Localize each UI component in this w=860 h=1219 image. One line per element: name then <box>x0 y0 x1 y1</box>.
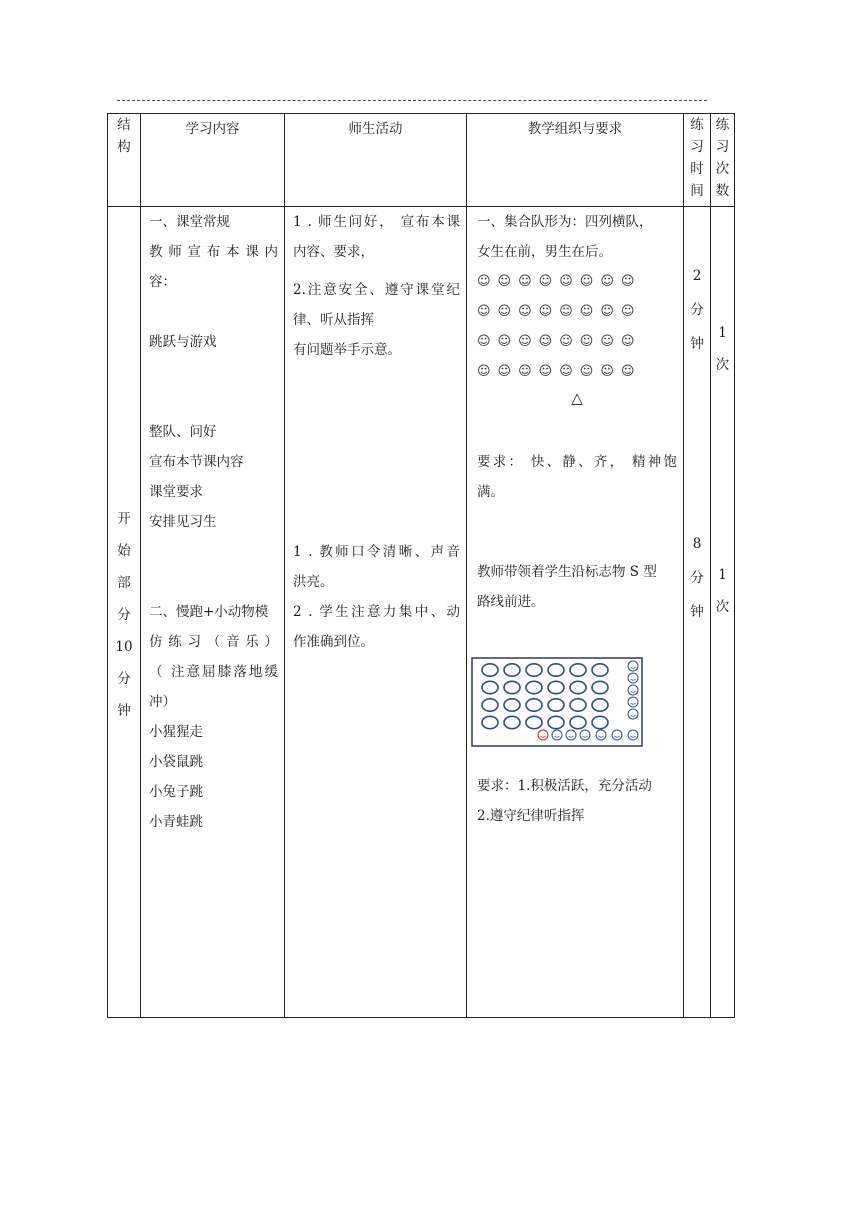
activity-b1-line1: 1 . 教师口令清晰、声音 <box>293 544 460 560</box>
activity-b2-line2: 作准确到位。 <box>293 634 374 650</box>
list-item: 小袋鼠跳 <box>149 754 203 770</box>
student-face-icon <box>628 709 638 719</box>
header-activity: 师生活动 <box>285 114 467 207</box>
activity-cell <box>285 207 467 1018</box>
list-item: 整队、问好 <box>149 424 217 440</box>
sec1-title: 一、课堂常规 <box>149 214 230 230</box>
formation-row: ☺☺☺☺☺☺☺☺ <box>477 274 642 289</box>
student-face-icon <box>628 661 638 671</box>
sec2-line4: 冲） <box>149 694 176 710</box>
student-face-icon <box>566 730 576 740</box>
activity-a1-line2: 内容、要求， <box>293 244 374 260</box>
header-organization: 教学组织与要求 <box>467 114 684 207</box>
header-row <box>108 114 735 207</box>
lesson-plan-table <box>107 113 735 1018</box>
sec2-line1: 二、慢跑+小动物模 <box>149 604 269 620</box>
org-o2-line1: 教师带领着学生沿标志物 S 型 <box>477 564 657 580</box>
time-cell: 2 分 钟 8 分 钟 <box>684 207 711 1018</box>
org-req1-line2: 满。 <box>477 484 504 500</box>
organization-cell <box>467 207 684 1018</box>
org-o2-line2: 路线前进。 <box>477 594 545 610</box>
structure-cell: 开 始 部 分 10 分 钟 <box>108 207 141 1018</box>
list-item: 安排见习生 <box>149 514 217 530</box>
student-face-icon <box>538 730 548 740</box>
org-o1-line2: 女生在前，男生在后。 <box>477 244 612 260</box>
student-face-icon <box>596 730 606 740</box>
header-structure: 结 构 <box>108 114 141 207</box>
formation-row: ☺☺☺☺☺☺☺☺ <box>477 334 642 349</box>
list-item: 小青蛙跳 <box>149 814 203 830</box>
student-face-icon <box>552 730 562 740</box>
activity-b2-line1: 2 . 学生注意力集中、动 <box>293 604 460 620</box>
list-item: 小猩猩走 <box>149 724 203 740</box>
org-req2-line2: 2.遵守纪律听指挥 <box>477 808 585 824</box>
sec1-line1: 教 师 宣 布 本 课 内 <box>149 244 278 260</box>
formation-row: ☺☺☺☺☺☺☺☺ <box>477 364 642 379</box>
org-o1-line1: 一、集合队形为：四列横队， <box>477 214 653 230</box>
activity-a2-line1: 2.注意安全、遵守课堂纪 <box>293 282 460 298</box>
org-req2-line1: 要求：1.积极活跃，充分活动 <box>477 778 652 794</box>
list-item: 课堂要求 <box>149 484 203 500</box>
student-face-icon <box>628 697 638 707</box>
list-item: 宣布本节课内容 <box>149 454 244 470</box>
header-time: 练 习 时 间 <box>684 114 711 207</box>
activity-b1-line2: 洪亮。 <box>293 574 334 590</box>
content-cell <box>141 207 285 1018</box>
sec2-line2: 仿 练 习 （ 音 乐 ） <box>149 634 278 650</box>
sec1-line2: 容： <box>149 274 176 290</box>
student-face-icon <box>580 730 590 740</box>
student-face-icon <box>628 730 638 740</box>
activity-a2-line2: 律、听从指挥 <box>293 312 374 328</box>
teacher-triangle-icon: △ <box>571 389 583 407</box>
student-face-icon <box>628 685 638 695</box>
s-route-diagram <box>471 657 643 749</box>
list-item: 小兔子跳 <box>149 784 203 800</box>
sec1-topic: 跳跃与游戏 <box>149 334 217 350</box>
header-content: 学习内容 <box>141 114 285 207</box>
sec2-line3: （ 注意屈膝落地缓 <box>149 664 278 680</box>
body-row <box>108 207 735 1018</box>
student-face-icon <box>612 730 622 740</box>
header-count: 练 习 次 数 <box>711 114 735 207</box>
org-req1-line1: 要求： 快、静、齐， 精神饱 <box>477 454 677 470</box>
count-cell: 1 次 1 次 <box>711 207 735 1018</box>
activity-a2-line3: 有问题举手示意。 <box>293 342 401 358</box>
formation-row: ☺☺☺☺☺☺☺☺ <box>477 304 642 319</box>
activity-a1-line1: 1 . 师生问好， 宣布本课 <box>293 214 460 230</box>
header-dashed-rule <box>117 100 707 101</box>
student-face-icon <box>628 673 638 683</box>
